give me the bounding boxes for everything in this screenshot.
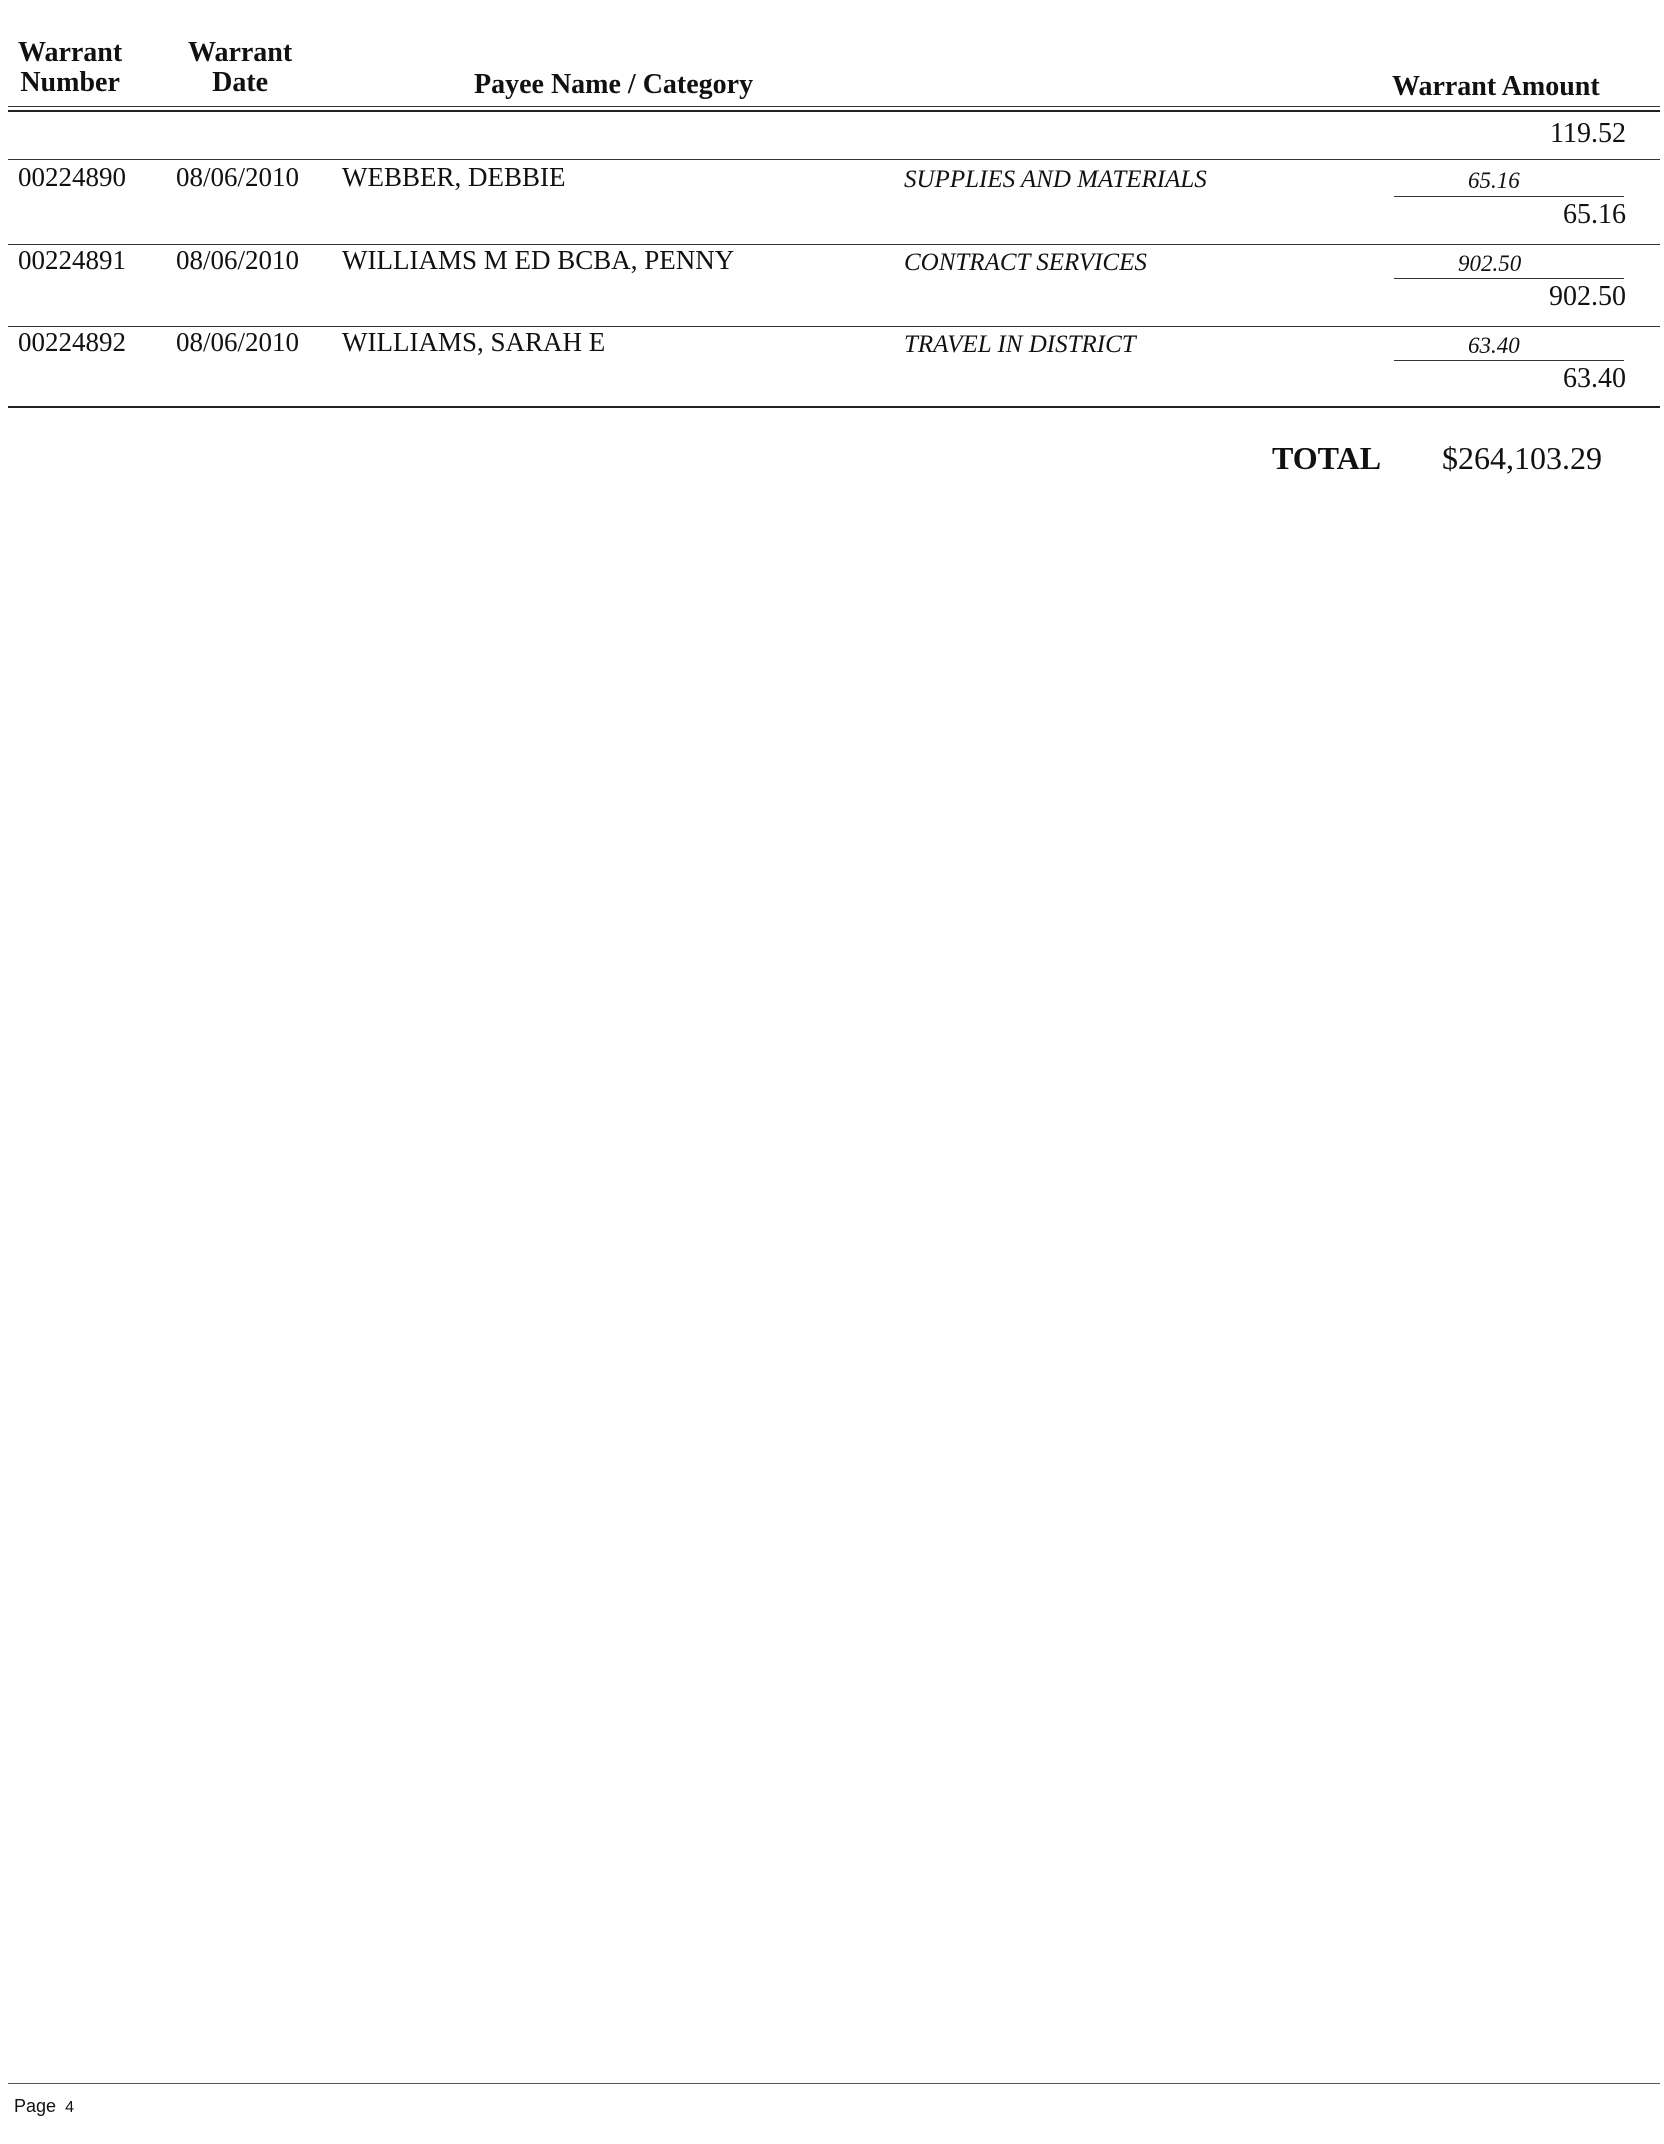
payee-name: WEBBER, DEBBIE [342,162,566,192]
line-amount: 902.50 [1458,251,1522,276]
header-line-1: Warrant [188,37,293,68]
payee-name: WILLIAMS, SARAH E [342,327,606,357]
column-header-amount: Warrant Amount [1392,71,1600,102]
row-total: 65.16 [1563,199,1626,230]
column-header-warrant-number [18,38,122,98]
line-amount: 65.16 [1468,168,1520,193]
warrant-number: 00224892 [18,327,126,357]
table-bottom-rule [8,406,1660,408]
page-value: 4 [65,2099,74,2116]
warrant-date: 08/06/2010 [176,245,300,275]
grand-total-value: $264,103.29 [1442,440,1602,476]
payee-category: SUPPLIES AND MATERIALS [904,166,1207,193]
payee-name: WILLIAMS M ED BCBA, PENNY [342,245,735,275]
warrant-date: 08/06/2010 [176,327,300,357]
subtotal-rule [1394,278,1624,279]
carry-total: 119.52 [1550,118,1626,149]
page-number [14,2096,74,2117]
footer-rule [8,2083,1660,2084]
header-rule [8,110,1660,112]
page-label: Page [14,2096,57,2116]
subtotal-rule [1394,196,1624,197]
payee-category: CONTRACT SERVICES [904,249,1147,276]
column-header-payee: Payee Name / Category [474,69,754,100]
grand-total-label: TOTAL [1272,440,1382,476]
subtotal-rule [1394,360,1624,361]
row-divider [8,159,1660,160]
row-total: 63.40 [1563,363,1626,394]
header-line-1: Warrant [18,37,123,68]
warrant-number: 00224890 [18,162,126,192]
warrant-number: 00224891 [18,245,126,275]
header-line-2: Number [20,67,120,98]
column-header-warrant-date [188,38,292,98]
payee-category: TRAVEL IN DISTRICT [904,331,1136,358]
header-line-2: Date [212,67,269,98]
row-total: 902.50 [1549,281,1626,312]
line-amount: 63.40 [1468,333,1520,358]
warrant-date: 08/06/2010 [176,162,300,192]
header-rule-top [8,106,1660,107]
